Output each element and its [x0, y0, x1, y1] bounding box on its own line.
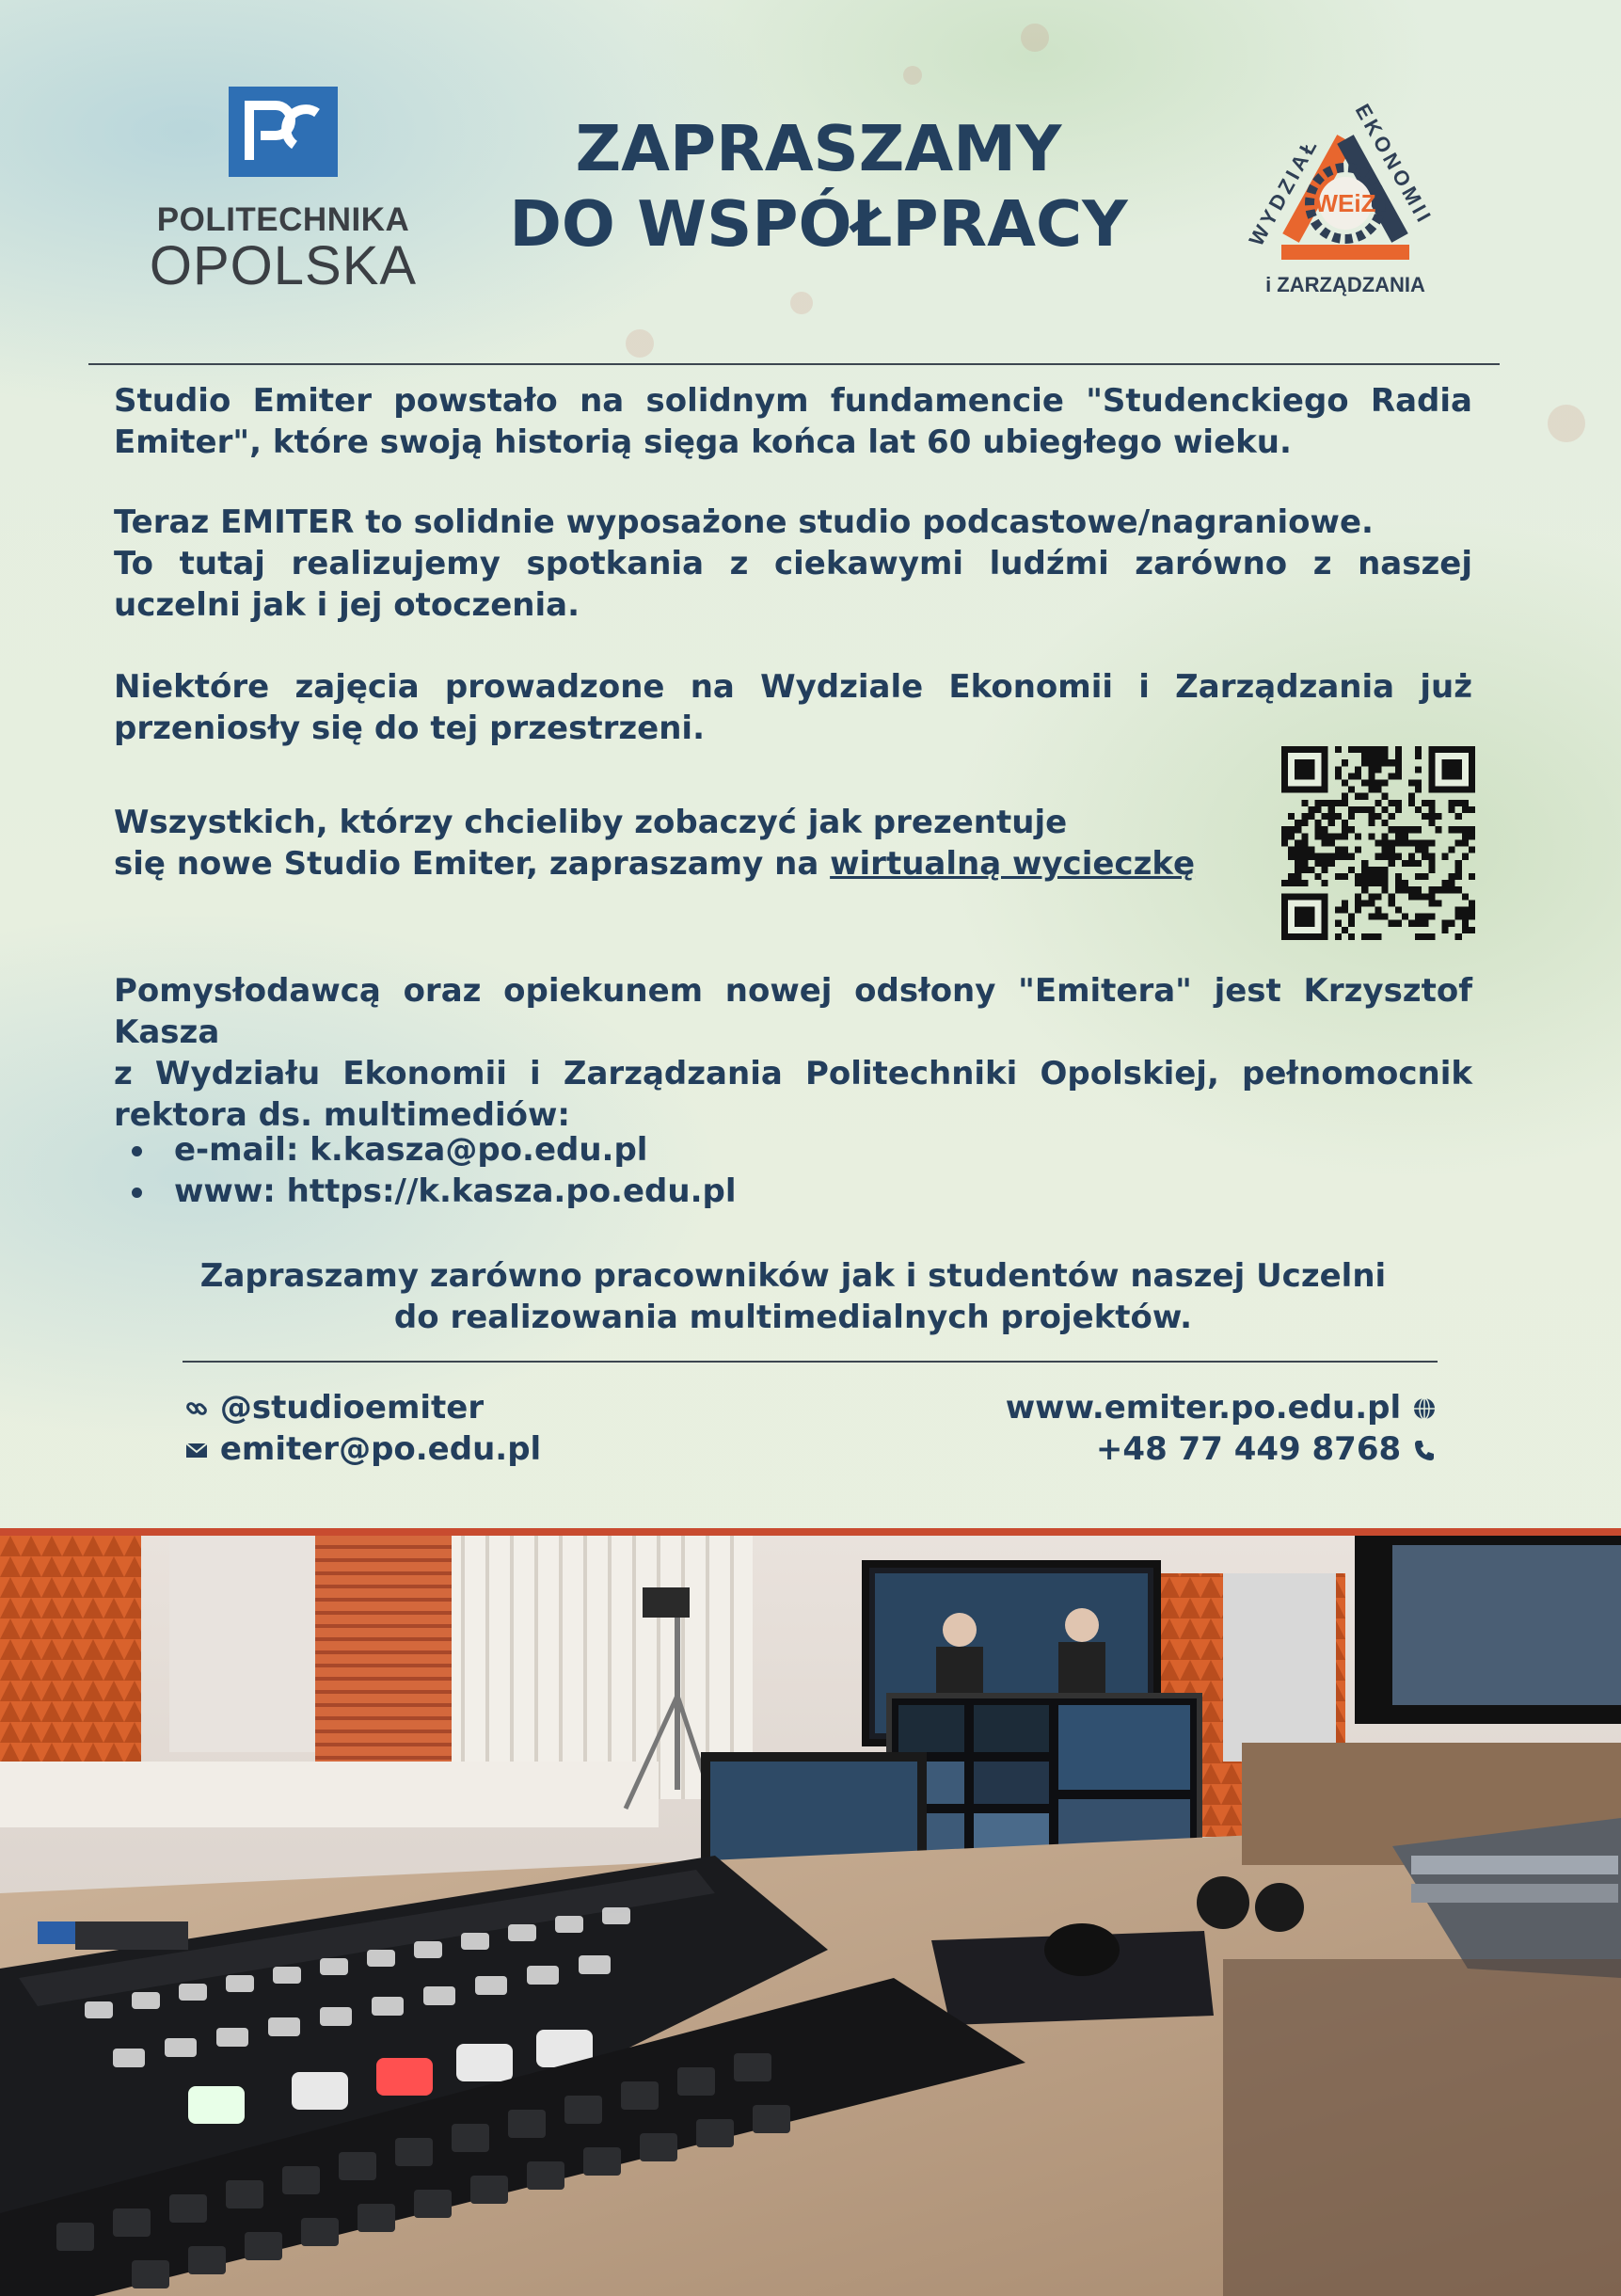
- social-handle: @studioemiter: [219, 1389, 485, 1427]
- phone-contact[interactable]: [1096, 1428, 1437, 1470]
- email-contact[interactable]: [184, 1428, 541, 1470]
- university-logo: [149, 87, 418, 303]
- faculty-logo-arc-right: EKONOMII: [1350, 100, 1438, 230]
- university-name-line1: POLITECHNIKA: [156, 201, 410, 238]
- studio-line3: uczelni jak i jej otoczenia.: [114, 586, 580, 624]
- faculty-logo-center: WEiZ: [1314, 189, 1376, 217]
- bullet-email[interactable]: e-mail: k.kasza@po.edu.pl: [132, 1129, 736, 1171]
- studio-photo: [0, 1536, 1621, 2296]
- photo-top-band: [0, 1528, 1621, 1536]
- classes-paragraph: [114, 666, 1472, 749]
- coordinator-line1: Pomysłodawcą oraz opiekunem nowej odsłony "Emitera" jest Krzysztof Kasza: [114, 972, 1472, 1051]
- intro-line1: Studio Emiter powstało na solidnym fundamencie "Studenckiego Radia: [114, 382, 1472, 420]
- tour-paragraph: [114, 802, 1243, 885]
- footer-divider: [183, 1361, 1438, 1363]
- coordinator-line2: z Wydziału Ekonomii i Zarządzania Politechniki Opolskiej, pełnomocnik: [114, 1055, 1472, 1092]
- coordinator-paragraph: [114, 970, 1472, 1136]
- studio-line1: Teraz EMITER to solidnie wyposażone studio podcastowe/nagraniowe.: [114, 503, 1374, 541]
- phone-number: +48 77 449 8768: [1095, 1430, 1402, 1468]
- studio-paragraph: [114, 502, 1472, 626]
- decorative-dot: [790, 292, 813, 314]
- classes-line1: Niektóre zajęcia prowadzone na Wydziale Ekonomii i Zarządzania już: [114, 668, 1472, 706]
- page-title: [470, 111, 1167, 262]
- page-title-line1: ZAPRASZAMY: [575, 112, 1062, 185]
- invitation: [114, 1255, 1472, 1338]
- tour-line1: Wszystkich, którzy chcieliby zobaczyć jak prezentuje: [114, 804, 1068, 841]
- globe-icon: [1412, 1396, 1437, 1421]
- invitation-line1: Zapraszamy zarówno pracowników jak i studentów naszej Uczelni: [199, 1257, 1387, 1295]
- decorative-dot: [903, 66, 922, 85]
- contact-bullet-list: [132, 1129, 736, 1212]
- coordinator-line3: rektora ds. multimediów:: [114, 1096, 570, 1134]
- header-divider: [88, 363, 1500, 365]
- website-contact[interactable]: [1006, 1387, 1437, 1428]
- decorative-dot: [1021, 24, 1049, 52]
- faculty-logo-bottom: i ZARZĄDZANIA: [1265, 273, 1425, 296]
- po-logo-mark: [229, 87, 338, 177]
- faculty-logo-arc-left: WYDZIAŁ: [1244, 133, 1324, 250]
- intro-paragraph: [114, 380, 1472, 463]
- bullet-website[interactable]: www: https://k.kasza.po.edu.pl: [132, 1171, 736, 1212]
- phone-icon: [1412, 1438, 1437, 1462]
- website-url: www.emiter.po.edu.pl: [1005, 1389, 1402, 1427]
- faculty-logo: [1223, 83, 1468, 309]
- tour-line2: [114, 843, 1243, 885]
- link-icon: [184, 1396, 209, 1421]
- social-contact[interactable]: [184, 1387, 484, 1428]
- intro-line2: Emiter", które swoją historią sięga końca lat 60 ubiegłego wieku.: [114, 423, 1292, 461]
- university-name-line2: OPOLSKA: [149, 235, 418, 296]
- envelope-icon: [184, 1438, 209, 1462]
- classes-line2: przeniosły się do tej przestrzeni.: [114, 710, 705, 747]
- virtual-tour-link[interactable]: wirtualną wycieczkę: [830, 845, 1196, 883]
- decorative-dot: [1548, 405, 1585, 442]
- decorative-dot: [626, 329, 654, 358]
- tour-line2-text: się nowe Studio Emiter, zapraszamy na: [114, 845, 831, 883]
- email-address: emiter@po.edu.pl: [219, 1430, 542, 1468]
- invitation-line2: do realizowania multimedialnych projektów.: [393, 1299, 1193, 1336]
- page-title-line2: DO WSPÓŁPRACY: [509, 187, 1128, 261]
- qr-code[interactable]: [1281, 746, 1475, 940]
- studio-line2: To tutaj realizujemy spotkania z ciekawymi ludźmi zarówno z naszej: [114, 545, 1472, 582]
